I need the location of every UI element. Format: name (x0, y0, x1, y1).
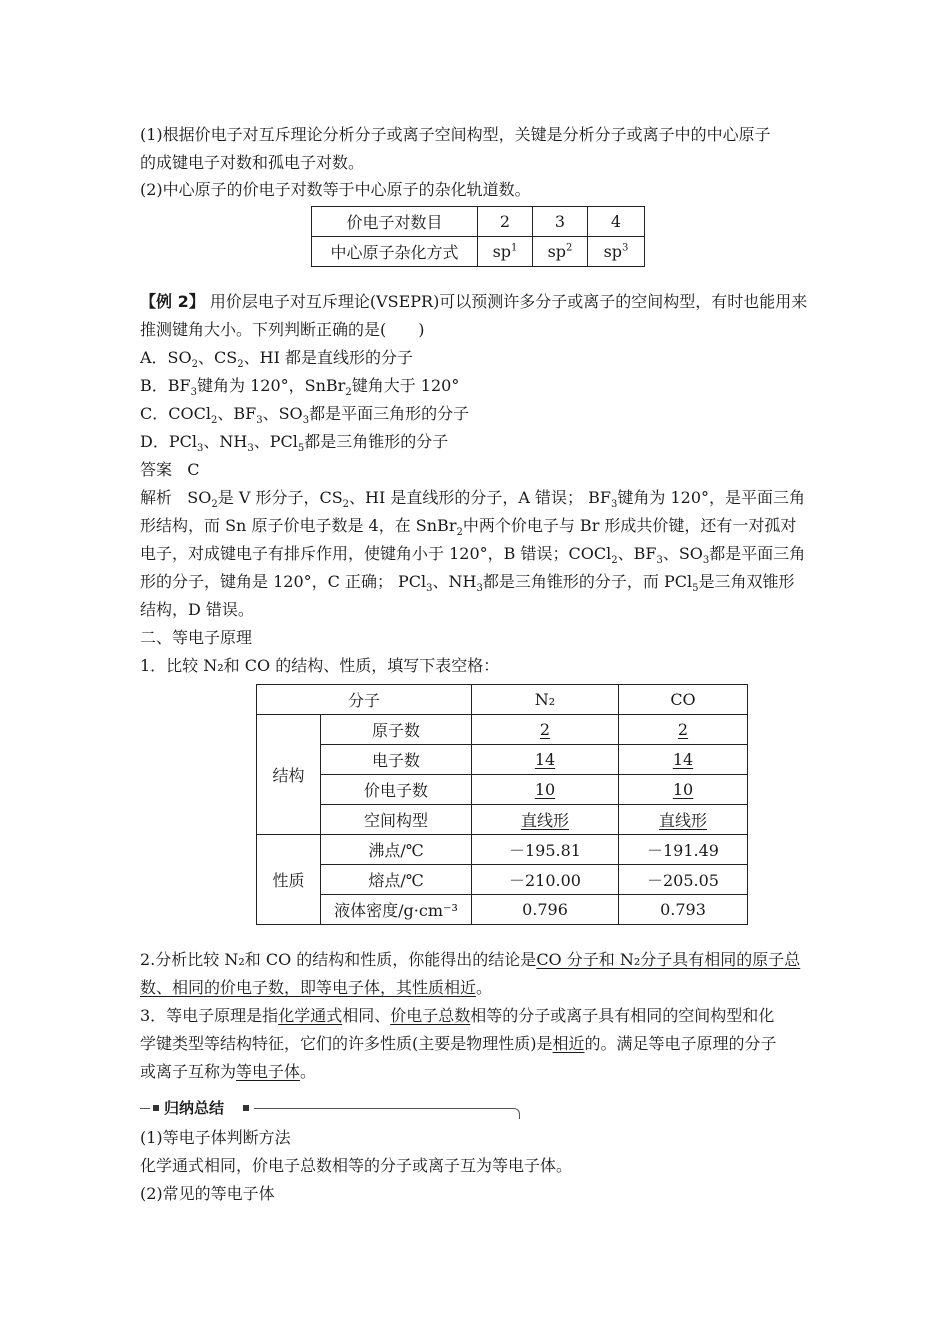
group-structure: 结构 (257, 715, 321, 835)
option-a: A．$SO_2$、$CS_2$、HI 都是直线形的分子 (140, 348, 413, 371)
co-value: －205.05 (619, 865, 748, 895)
n2-answer: 14 (534, 750, 556, 769)
co-answer: 2 (677, 720, 689, 739)
q2-answer-a: CO 分子和 N₂分子具有相同的原子总 (536, 950, 801, 969)
q3-text: 相等的分子或离子具有相同的空间构型和化 (470, 1006, 775, 1025)
n2-co-comparison-table (256, 684, 748, 925)
row-label: 沸点/℃ (321, 835, 472, 865)
hybrid-cell (533, 237, 588, 267)
q3-text: 或离子互称为 (140, 1062, 237, 1081)
co-value (619, 775, 748, 805)
n2-value (472, 745, 619, 775)
question-3-line-1 (140, 1006, 774, 1026)
question-3-line-3 (140, 1062, 316, 1082)
q3-answer: 等电子体 (236, 1062, 301, 1081)
example2-tag: 【例 2】 (140, 292, 205, 311)
co-value: －191.49 (619, 835, 748, 865)
n2-answer: 2 (539, 720, 551, 739)
hybrid-cell: 4 (588, 207, 645, 237)
answer-line (140, 460, 200, 480)
hybrid-base: sp (603, 242, 623, 261)
n2-value: －195.81 (472, 835, 619, 865)
hybrid-cell (478, 237, 533, 267)
q3-text: 学键类型等结构特征，它们的许多性质(主要是物理性质)是 (140, 1034, 553, 1053)
co-value (619, 745, 748, 775)
co-answer: 14 (672, 750, 694, 769)
q3-answer: 化学通式 (278, 1006, 343, 1025)
q3-text: 的。满足等电子原理的分子 (584, 1034, 777, 1053)
summary-header (140, 1098, 520, 1120)
analysis-line-5: 结构，D 错误。 (140, 600, 254, 619)
q2-answer-b: 数、相同的价电子数，即等电子体，其性质相近 (140, 978, 477, 997)
summary-square-left (153, 1105, 159, 1111)
analysis-line-4: 形的分子，键角是 120°，C 正确； PCl$_3$、$NH_3$都是三角锥形的分子，而 PCl$_5$是三角双锥形 (140, 572, 795, 595)
hybridization-table (311, 206, 645, 267)
row-label: 液体密度/g·cm⁻³ (321, 895, 472, 925)
co-value: 0.793 (619, 895, 748, 925)
intro-paragraph-2: (2)中心原子的价电子对数等于中心原子的杂化轨道数。 (140, 180, 531, 199)
summary-rule-right (254, 1108, 514, 1109)
hybrid-base: sp (547, 242, 567, 261)
question-2-line-1 (140, 950, 800, 970)
hybrid-row1-label: 价电子对数目 (312, 207, 478, 237)
n2-value: －210.00 (472, 865, 619, 895)
co-answer: 10 (672, 780, 694, 799)
example2-stem-a (140, 292, 807, 312)
q3-text: 3．等电子原理是指 (140, 1006, 279, 1025)
table-header-co: CO (619, 685, 748, 715)
n2-value (472, 715, 619, 745)
analysis-line-1: 解析 $SO_2$是 V 形分子，$CS_2$、HI 是直线形的分子，A 错误； $BF_3$键角为 120°，是平面三角 (140, 488, 806, 511)
hybrid-sup: 3 (622, 242, 629, 254)
q3-text: 。 (300, 1062, 317, 1081)
hybrid-cell (588, 237, 645, 267)
hybrid-base: sp (492, 242, 512, 261)
summary-rule-left (140, 1108, 150, 1109)
hybrid-cell: 3 (533, 207, 588, 237)
hybrid-sup: 2 (566, 242, 573, 254)
q2-prefix: 2.分析比较 N₂和 CO 的结构和性质，你能得出的结论是 (140, 950, 537, 969)
answer-label: 答案 (140, 460, 173, 479)
example2-stem-b: 推测键角大小。下列判断正确的是( ) (140, 320, 425, 339)
question-1: 1．比较 N₂和 CO 的结构、性质，填写下表空格： (140, 656, 500, 675)
summary-title: 归纳总结 (164, 1099, 225, 1117)
co-value (619, 805, 748, 835)
q2-suffix: 。 (476, 978, 493, 997)
q3-answer: 相近 (552, 1034, 585, 1053)
n2-value: 0.796 (472, 895, 619, 925)
row-label: 价电子数 (321, 775, 472, 805)
intro-paragraph-1b: 的成键电子对数和孤电子对数。 (140, 153, 365, 172)
section-heading: 二、等电子原理 (140, 628, 253, 647)
group-properties: 性质 (257, 835, 321, 925)
row-label: 原子数 (321, 715, 472, 745)
n2-value (472, 775, 619, 805)
co-answer: 直线形 (658, 811, 707, 830)
summary-paragraph-3: (2)常见的等电子体 (140, 1184, 275, 1203)
table-header-molecule: 分子 (257, 685, 472, 715)
summary-paragraph-1: (1)等电子体判断方法 (140, 1128, 291, 1147)
table-header-n2: N₂ (472, 685, 619, 715)
analysis-line-2: 形结构，而 Sn 原子价电子数是 4，在 SnBr$_2$中两个价电子与 Br 形成共价键，还有一对孤对 (140, 516, 797, 539)
co-value (619, 715, 748, 745)
analysis-line-3: 电子，对成键电子有排斥作用，使键角小于 120°，B 错误；COCl$_2$、$BF_3$、$SO_3$都是平面三角 (140, 544, 806, 567)
intro-paragraph-1a: (1)根据价电子对互斥理论分析分子或离子空间构型，关键是分析分子或离子中的中心原子 (140, 125, 771, 144)
row-label: 熔点/℃ (321, 865, 472, 895)
n2-value (472, 805, 619, 835)
option-b: B．$BF_3$键角为 120°，SnBr$_2$键角大于 120° (140, 376, 460, 399)
example2-stem-text: 用价层电子对互斥理论(VSEPR)可以预测许多分子或离子的空间构型，有时也能用来 (209, 292, 808, 311)
summary-rule-end (513, 1108, 520, 1119)
hybrid-sup: 1 (511, 242, 518, 254)
question-2-line-2 (140, 978, 492, 998)
row-label: 空间构型 (321, 805, 472, 835)
answer-value: C (187, 460, 200, 479)
q3-text: 相同、 (342, 1006, 391, 1025)
hybrid-cell: 2 (478, 207, 533, 237)
n2-answer: 10 (534, 780, 556, 799)
analysis-label: 解析 (140, 488, 173, 507)
summary-paragraph-2: 化学通式相同，价电子总数相等的分子或离子互为等电子体。 (140, 1156, 573, 1175)
n2-answer: 直线形 (520, 811, 569, 830)
question-3-line-2 (140, 1034, 777, 1054)
option-d: D．PCl$_3$、$NH_3$、PCl$_5$都是三角锥形的分子 (140, 432, 449, 455)
hybrid-row2-label: 中心原子杂化方式 (312, 237, 478, 267)
summary-square-right (243, 1105, 249, 1111)
q3-answer: 价电子总数 (390, 1006, 471, 1025)
option-c: C．COCl$_2$、$BF_3$、$SO_3$都是平面三角形的分子 (140, 404, 470, 427)
row-label: 电子数 (321, 745, 472, 775)
